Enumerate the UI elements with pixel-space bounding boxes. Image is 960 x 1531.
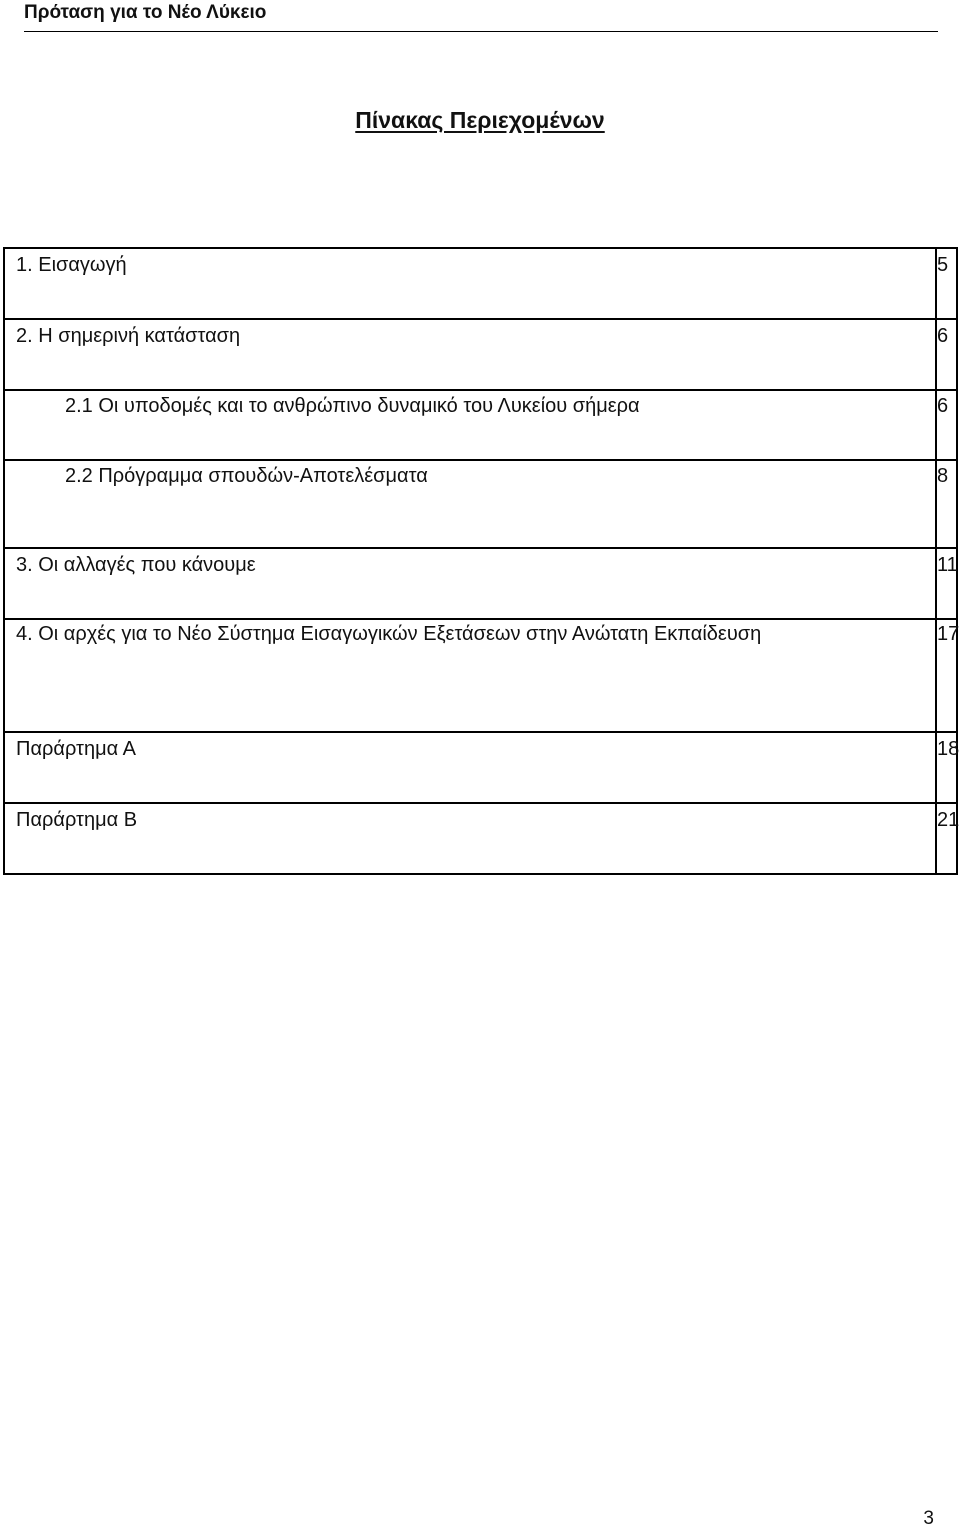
toc-entry-label: 2. Η σημερινή κατάσταση xyxy=(4,319,936,390)
toc-entry-page: 18 xyxy=(936,732,957,803)
toc-entry-page: 6 xyxy=(936,390,957,460)
toc-entry-page: 6 xyxy=(936,319,957,390)
header-divider xyxy=(24,31,938,32)
toc-entry-label: 2.1 Οι υποδομές και το ανθρώπινο δυναμικό του Λυκείου σήμερα xyxy=(4,390,936,460)
toc-row xyxy=(4,460,957,548)
toc-title: Πίνακας Περιεχομένων xyxy=(355,107,605,133)
toc-entry-label: 4. Οι αρχές για το Νέο Σύστημα Εισαγωγικών Εξετάσεων στην Ανώτατη Εκπαίδευση xyxy=(4,619,936,732)
toc-row xyxy=(4,390,957,460)
page-number: 3 xyxy=(923,1508,934,1529)
toc-row xyxy=(4,619,957,732)
toc-table xyxy=(3,247,958,875)
toc-entry-label: 2.2 Πρόγραμμα σπουδών-Αποτελέσματα xyxy=(4,460,936,548)
toc-entry-label: Παράρτημα Β xyxy=(4,803,936,874)
toc-entry-page: 5 xyxy=(936,248,957,319)
running-header-title: Πρόταση για το Νέο Λύκειο xyxy=(24,2,267,23)
toc-row xyxy=(4,319,957,390)
toc-entry-page: 8 xyxy=(936,460,957,548)
toc-row xyxy=(4,548,957,619)
toc-entry-label: 1. Εισαγωγή xyxy=(4,248,936,319)
toc-row xyxy=(4,803,957,874)
toc-row xyxy=(4,248,957,319)
toc-entry-page: 11 xyxy=(936,548,957,619)
toc-entry-label: Παράρτημα Α xyxy=(4,732,936,803)
toc-entry-label: 3. Οι αλλαγές που κάνουμε xyxy=(4,548,936,619)
toc-entry-page: 21 xyxy=(936,803,957,874)
toc-row xyxy=(4,732,957,803)
toc-entry-page: 17 xyxy=(936,619,957,732)
